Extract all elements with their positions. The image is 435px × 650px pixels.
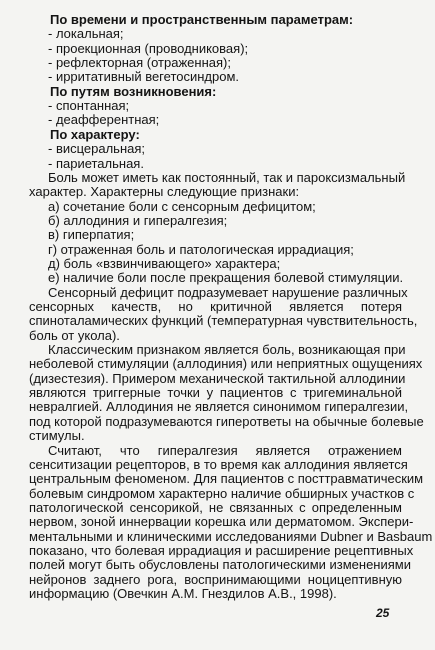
list-item: - локальная;	[48, 26, 124, 41]
paragraph-line: боль от укола).	[29, 328, 120, 343]
list-item: д) боль «взвинчивающего» характера;	[48, 256, 281, 271]
paragraph-line: полей могут быть обусловлены патологическими изменениями	[29, 557, 411, 572]
list-item: - проекционная (проводниковая);	[48, 41, 249, 56]
paragraph-line: центральным феноменом. Для пациентов с посттравматическим	[29, 471, 424, 486]
heading-origin-paths: По путям возникновения:	[50, 84, 217, 99]
page-number: 25	[376, 606, 390, 620]
paragraph-line: ментальными и клиническими исследованиями Dubner и Basbaum	[29, 529, 433, 544]
paragraph-line: характер. Характерны следующие признаки:	[29, 184, 300, 199]
paragraph-line: Боль может иметь как постоянный, так и пароксизмальный	[48, 170, 406, 185]
paragraph-line: спиноталамических функций (температурная чувствительность,	[29, 313, 418, 328]
paragraph-line: сенситизации рецепторов, в то время как аллодиния является	[29, 457, 408, 472]
paragraph-line: информацию (Овечкин А.М. Гнездилов А.В., 1998).	[29, 586, 337, 601]
paragraph-line: болевым синдромом характерно наличие обширных участков с	[29, 486, 415, 501]
list-item: - рефлекторная (отраженная);	[48, 55, 231, 70]
paragraph-line: Классическим признаком является боль, возникающая при	[48, 342, 406, 357]
paragraph-line: Сенсорный дефицит подразумевает нарушение различных	[48, 285, 408, 300]
list-item: е) наличие боли после прекращения болевой стимуляции.	[48, 270, 404, 285]
list-item: - спонтанная;	[48, 98, 130, 113]
list-item: а) сочетание боли с сенсорным дефицитом;	[48, 199, 316, 214]
paragraph-line: (дизестезия). Примером механической тактильной аллодинии	[29, 371, 406, 386]
heading-character: По характеру:	[50, 127, 140, 142]
list-item: г) отраженная боль и патологическая иррадиация;	[48, 242, 354, 257]
paragraph-line: стимулы.	[29, 428, 85, 443]
paragraph-line: нейронов заднего рога, воспринимающими ноцицептивную	[29, 572, 402, 587]
paragraph-line: нервом, зоной иннервации корешка или дерматомом. Экспери-	[29, 514, 414, 529]
paragraph-line: Считают, что гипералгезия является отражением	[48, 443, 402, 458]
list-item: - деафферентная;	[48, 112, 160, 127]
paragraph-line: под которой подразумеваются гиперответы на обычные болевые	[29, 414, 424, 429]
list-item: - висцеральная;	[48, 141, 146, 156]
paragraph-line: патологической сенсорикой, не связанных с определенным	[29, 500, 402, 515]
paragraph-line: показано, что болевая иррадиация и расширение рецептивных	[29, 543, 414, 558]
list-item: в) гиперпатия;	[48, 227, 135, 242]
paragraph-line: неболевой стимуляции (аллодиния) или неприятных ощущениях	[29, 356, 423, 371]
list-item: - париетальная.	[48, 156, 144, 171]
list-item: - ирритативный вегетосиндром.	[48, 69, 240, 84]
heading-time-space: По времени и пространственным параметрам:	[50, 12, 354, 27]
list-item: б) аллодиния и гипералгезия;	[48, 213, 228, 228]
paragraph-line: сенсорных качеств, но критичной является потеря	[29, 299, 402, 314]
paragraph-line: являются триггерные точки у пациентов с тригеминальной	[29, 385, 402, 400]
paragraph-line: невралгией. Аллодиния не является синонимом гипералгезии,	[29, 399, 409, 414]
